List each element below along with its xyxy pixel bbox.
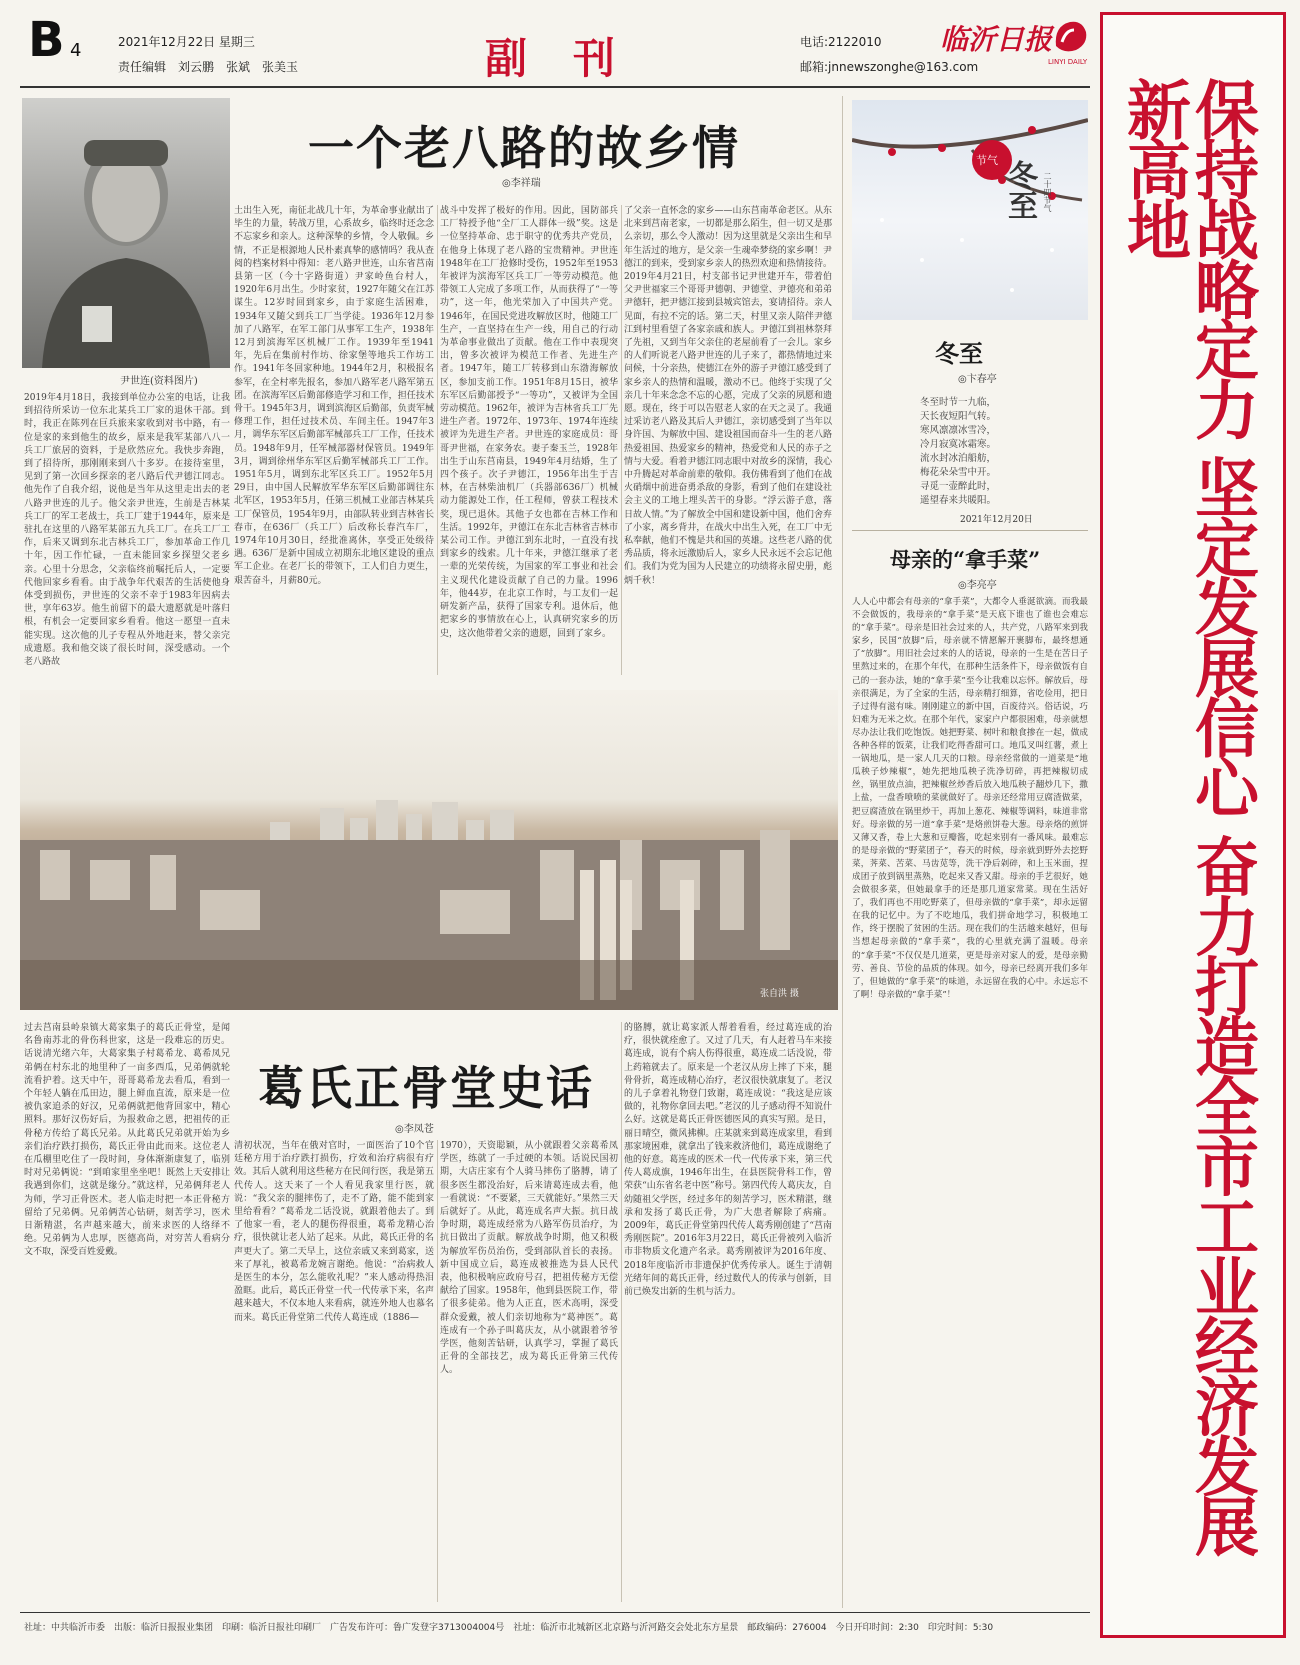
newspaper-name: 临沂日报 — [940, 23, 1053, 56]
logo-mark-icon — [1052, 16, 1090, 56]
solar-term-label: 节气 — [976, 154, 998, 167]
essay-title: 母亲的“拿手菜” — [890, 547, 1041, 572]
solar-term-name: 冬至 — [1002, 160, 1037, 220]
poem-line: 冬至时节一九临， — [920, 397, 997, 408]
page-number: 4 — [70, 40, 82, 61]
essay-body: 人人心中都会有母亲的“拿手菜”，大都令人垂涎欲滴。而我最不会做饭的，我母亲的“拿手菜”是天底下谁也了谁也会难忘的“拿手菜”。母亲是旧社会过来的人，共产党，八路军来到我家乡，民国“放脚”后，母亲就不情愿解开裹脚布，最终想通了“放脚”。用旧社会过来的人的话说，母亲的一生是在苦日子里熬过来的，在那个年代，在那种生活条件下，母亲做饭有自己的一套办法，她的“拿手菜”至今让我难以忘怀。解放后，母亲很满足，为了全家的生活，母亲精打细算，省吃俭用，把日子过得有滋有味。刚刚建立的新中国，百废待兴。俗话说，巧妇难为无米之炊。在那个年代，家家户户都很困难，母亲就想尽办法让我们吃饱饭。她把野菜、树叶和粮食掺在一起，做成各种各样的饭菜，让我们吃得香甜可口。地瓜叉叫红薯，煮上一锅地瓜，是一家人几天的口粮。母亲经常做的一道菜是“地瓜秧子炒辣椒”，她先把地瓜秧子洗净切碎，再把辣椒切成丝，锅里放点油，把辣椒丝炒香后放入地瓜秧子翻炒几下，撒上盐，一盘香喷喷的菜就做好了。母亲还经常用豆腐渣做菜，把豆腐渣放在锅里炒干，再加上葱花、辣椒等调料，味道非常好。母亲做的另一道“拿手菜”是烙煎饼卷大葱。母亲烙的煎饼又薄又香，卷上大葱和豆瓣酱，吃起来别有一番风味。最难忘的是母亲做的“野菜团子”，春天的时候，母亲就到野外去挖野菜，荠菜、苦菜、马齿苋等，洗干净后剁碎，和上玉米面，捏成团子放到锅里蒸熟，吃起来又香又甜。母亲的手艺很好，她会做很多菜，但她最拿手的还是那几道家常菜。现在生活好了，我们再也不用吃野菜了，但母亲做的“拿手菜”，却永远留在我的记忆中。为了不吃地瓜，我们拼命地学习，积极地工作，终于摆脱了贫困的生活。现在我们的生活越来越好，但每当想起母亲做的“拿手菜”，我的心里就充满了温暖。母亲的“拿手菜”不仅仅是几道菜，更是母亲对家人的爱，是母亲勤劳、善良、节俭的品质的体现。如今，母亲已经离开我们多年了，但她做的“拿手菜”的味道，永远留在我的心中。永远忘不了啊！母亲做的“拿手菜”！ — [852, 597, 1088, 1000]
masthead — [0, 0, 1090, 82]
sidebar-rule — [842, 96, 843, 1608]
soldier-portrait-icon — [22, 98, 230, 368]
solar-term-sub: 二十四节气 — [1043, 172, 1052, 212]
newspaper-en: LINYI DAILY — [1048, 58, 1088, 66]
newspaper-logo — [940, 16, 1090, 76]
slogan-banner — [1100, 12, 1286, 1638]
portrait-photo — [22, 98, 230, 368]
poem-line: 遥望春来共暖阳。 — [920, 495, 997, 506]
article1-col4: 了父亲一直怀念的家乡——山东莒南革命老区。从东北来到莒南老家，一切都是那么陌生，但一切又是那么亲切，那么令人激动！因为这里就是父亲出生和早年生活过的地方，是父亲一生魂牵梦绕的家乡啊！尹德江的到来，受到家乡亲人的热烈欢迎和热情接待。2019年4月21日，村支部书记尹世建开车，带着伯父尹世福家三个哥哥尹德朝、尹德堂、尹德亮和弟弟尹德轩，把尹德江接到县城宾馆去，宴请招待。亲人见面，有拉不完的话。第二天，村里又亲人陪伴尹德江到村里看望了各家亲戚和族人。尹德江到祖林祭拜了先祖，又到当年父亲住的老屋前看了一会儿。家乡的人们听说老八路尹世连的儿子来了，都热情地过来问候，十分亲热，使德江在外的游子尹德江感受到了家乡亲人的热情和温暖，激动不已。他终于实现了父亲几十年来念念不忘的心愿，完成了父亲的夙愿和遗愿。现在，终于可以告慰老人家的在天之灵了。我通过采访老八路及其后人尹德江，亲切感受到了当年以身许国、为解放中国、建设祖国而奋斗一生的老八路热爱祖国、热爱家乡的精神，热爱党和人民的赤子之情与大爱。看着尹德江同志眼中对故乡的深情，我心中升腾起对革命前辈的敬仰。我仿佛看到了他们在战火硝烟中前进奋勇杀敌的身影，看到了他们在建设社会主义的工地上埋头苦干的身影。“浮云游子意，落日故人情。”为了解放全中国和建设新中国，他们舍弃了小家，离乡背井，在战火中出生入死，在工厂中无私奉献，他们不愧是共和国的英雄。这些老八路的优秀品质，将永远激励后人，家乡人民永远不会忘记他们。我们为党为国为人民建立的功绩将永留史册，彪炳千秋！ — [624, 206, 832, 586]
editors: 责任编辑 刘云鹏 张斌 张美玉 — [118, 60, 299, 74]
article1-col2: 土出生入死，南征北战几十年，为革命事业献出了毕生的力量，转战万里，心系故乡，临终时还念念不忘家乡和亲人。这种深挚的乡情，令人敬佩。乡情，不正是根源地人民朴素真挚的感情吗？我从查阅的档案材料中得知：老八路尹世连，山东省莒南县第一区（今十字路街道）尹家岭鱼台村人，1920年6月出生。少时家贫，1927年随父在江苏谋生。12岁时回到家乡，由于家庭生活困难，1934年又随父到兵工厂当学徒。1936年12月参加了八路军，在军工部门从事军工生产，1938年12月到滨海军区机械厂工作。1939年至1941年，先后在集前村作坊、徐家堡等地兵工作坊工作。1941年冬回家种地。1944年2月，积极报名参军，在全村率先报名，参加八路军老八路军第五团。在滨海军区后勤部修造学习和工作，担任技术骨干。1945年3月，调到滨海区后勤部，负责军械修理工作，担任过技术员、车间主任。1947年3月，调华东军区后勤部军械部兵工厂工作，任技术员。1948年9月，任军械部器材保管员。1949年3月，调到徐州华东军区后勤军械部兵工厂工作。1951年5月，调到东北军区兵工厂。1952年5月29日，由中国人民解放军华东军区后勤部调往东北军区，1953年5月，任第三机械工业部吉林某兵工厂保管员，1954年9月，由部队转业到吉林省长春市，在636厂（兵工厂）后改称长春汽车厂，1974年10月30日，经批准离休，享受正处级待遇。636厂是新中国成立初期东北地区建设的重点军工企业。在老厂长的带领下，工人们自力更生，艰苦奋斗，月薪80元。 — [234, 206, 434, 586]
poem-line: 天长夜短阳气转。 — [920, 411, 997, 422]
phone: 电话:2122010 — [800, 35, 882, 49]
article2-col3: 1970），天资聪颖，从小就跟着父亲葛希凤学医，练就了一手过硬的本领。话说民国初期，大店庄家有个人骑马摔伤了胳膊，请了很多医生都没治好，后来请葛连成去看，他一看就说：“不要紧，三天就能好。”果然三天后就好了。从此，葛连成名声大振。抗日战争时期，葛连成经常为八路军伤员治疗，为抗日做出了贡献。解放战争时期，他又积极为解放军伤员治伤，受到部队首长的表扬。新中国成立后，葛连成被推选为县人民代表，他积极响应政府号召，把祖传秘方无偿献给了国家。1958年，他到县医院工作，带了很多徒弟。他为人正直，医术高明，深受群众爱戴，被人们亲切地称为“葛神医”。葛连成有一个孙子叫葛庆友，从小就跟着爷爷学医，他刻苦钻研，认真学习，掌握了葛氏正骨的全部技艺，成为葛氏正骨第三代传人。 — [440, 1141, 618, 1376]
article1-byline: ◎李祥瑞 — [502, 178, 541, 189]
sidebar-divider — [852, 530, 1088, 531]
poem-byline: ◎卞春亭 — [958, 374, 997, 385]
footer-text: 社址：中共临沂市委 出版：临沂日报报业集团 印刷：临沂日报社印刷厂 广告发布许可：鲁广发登字3713004004号 社址：临沂市北城新区北京路与沂河路交会处北东方星景 邮政编码：276004 今日开印时间：2:30 印完时间：5:30 — [24, 1623, 994, 1633]
section-title: 副 刊 — [485, 34, 618, 83]
article1-title: 一个老八路的故乡情 — [308, 121, 740, 175]
article2-col1: 过去莒南县岭泉镇大葛家集子的葛氏正骨堂，是闻名鲁南苏北的骨伤科世家，这是一段难忘的历史。话说清光绪六年，大葛家集子村葛希龙、葛希凤兄弟俩在村东北的地里种了一亩多西瓜，兄弟俩就轮流看护着。这天中午，哥哥葛希龙去看瓜，看到一个年轻人躺在瓜田边，腿上鲜血直流，原来是一位被仇家追杀的好汉，兄弟俩就把他背回家中，精心照料。那好汉伤好后，为报救命之恩，把祖传的正骨秘方传给了葛氏兄弟。从此葛氏兄弟就开始为乡亲们治疗跌打损伤，葛氏正骨由此而来。这位老人在瓜棚里吃住了一段时间，身体渐渐康复了，临别时对兄弟俩说：“到咱家里坐坐吧！既然上天安排让我遇到你们，这就是缘分。”就这样，兄弟俩拜老人为师，学习正骨医术。老人临走时把一本正骨秘方留给了兄弟俩。兄弟俩苦心钻研，刻苦学习，医术日渐精湛，名声越来越大，前来求医的人络绎不绝。兄弟俩为人忠厚，医德高尚，对穷苦人看病分文不取，深受百姓爱戴。 — [24, 1023, 230, 1258]
article2-byline: ◎李凤苍 — [395, 1124, 434, 1135]
masthead-rule — [20, 86, 1090, 88]
col-rule — [621, 205, 622, 675]
poem-date: 2021年12月20日 — [960, 515, 1033, 525]
col-rule — [621, 1022, 622, 1602]
article2-col2: 清初状况，当年在俄对官时，一面医治了10个官廷秘方用于治疗跌打损伤，疗效和治疗病很有疗效。其后人就利用这些秘方在民间行医，我是第五代传人。这天来了一个人看见我家里行医，就说：“我父亲的腿摔伤了，走不了路，能不能到家里给看看？”葛希龙二话没说，就跟着他去了。到了他家一看，老人的腿伤得很重，葛希龙精心治疗，很快就让老人站了起来。从此，葛氏正骨的名声更大了。第二天早上，这位亲戚又来到葛家，送来了厚礼，被葛希龙婉言谢绝。他说：“治病救人是医生的本分，怎么能收礼呢？”来人感动得热泪盈眶。此后，葛氏正骨堂一代一代传承下来，名声越来越大，不仅本地人来看病，就连外地人也慕名而来。葛氏正骨堂第二代传人葛连成（1886— — [234, 1141, 434, 1323]
poem-body — [920, 396, 1080, 508]
essay-byline: ◎李亮亭 — [958, 580, 997, 591]
poem-line: 寒风凛凛冰雪冷， — [920, 425, 997, 436]
poem-line: 流水封冰泊船舫， — [920, 453, 997, 464]
poem-title: 冬至 — [935, 339, 983, 368]
poem-line: 冷月寂寞冰霜寒。 — [920, 439, 997, 450]
email: 邮箱:jnnewszonghe@163.com — [800, 60, 979, 74]
col-rule — [437, 1140, 438, 1602]
article1-col3: 战斗中发挥了极好的作用。因此，国防部兵工厂特授予他“全厂工人群体一级”奖。这是一位坚持革命、忠于职守的优秀共产党员，在他身上体现了老八路的宝贵精神。尹世连1948年在工厂抢修时受伤，1952年至1953年被评为滨海军区兵工厂一等劳动模范。他带领工人完成了多项工作，从而获得了“一等功”，这一年，他光荣加入了中国共产党。1946年，在国民党进攻解放区时，他随工厂生产，一直坚持在生产一线，用自己的行动为革命事业做出了贡献。他在工作中表现突出，曾多次被评为模范工作者、先进生产者。1947年，随工厂转移到山东渤海解放区，参加支前工作。1951年8月15日，被华东军区后勤部授予“一等功”，又被评为全国劳动模范。1962年，被评为吉林省兵工厂先进生产者。1972年、1973年、1974年连续被评为先进生产者。尹世连的家庭成员：哥哥尹世福，在家务农。妻子秦玉兰，1928年出生于山东莒南县，1949年4月结婚，生了四个孩子。次子尹德江，1956年出生于吉林，在吉林柴油机厂（兵器部636厂）机械动力能源处工作，任工程师，曾获工程技术奖，现已退休。其他子女也都在吉林工作和生活。1992年，尹德江在东北吉林省吉林市某公司工作。尹德江到东北时，一直没有找到家乡的线索。几十年来，尹德江继承了老一辈的光荣传统，为国家的军工事业和社会主义现代化建设贡献了自己的力量。1996年，他44岁，在北京工作时，与工友们一起研发新产品，获得了国家专利。退休后，他把家乡的事情放在心上，认真研究家乡的历史，这次他带着父亲的遗愿，回到了家乡。 — [440, 206, 618, 639]
article2-title: 葛氏正骨堂史话 — [258, 1061, 594, 1115]
col-rule — [437, 205, 438, 675]
issue-date: 2021年12月22日 星期三 — [118, 35, 255, 49]
city-skyline-icon — [20, 690, 838, 1010]
photo-credit: 张自洪 摄 — [760, 989, 799, 999]
article2-col4: 的胳膊，就让葛家派人帮着看看，经过葛连成的治疗，很快就痊愈了。又过了几天，有人赶着马车来接葛连成，说有个病人伤得很重，葛连成二话没说，带上药箱就去了。原来是一个老汉从房上摔了下来，腿骨骨折，葛连成精心治疗，老汉很快就康复了。老汉的儿子拿着礼物登门致谢，葛连成说：“我这是应该做的，礼物你拿回去吧。”老汉的儿子感动得不知说什么好。这就是葛氏正骨医德医风的真实写照。是日，丽日晴空，微风拂柳。庄某就来到葛连成家里，看到那家境困难，就拿出了钱来救济他们，葛连成谢绝了他的好意。葛连成的医术一代一代传承下来，第三代传人葛成旗，1946年出生，在县医院骨科工作，曾荣获“山东省名老中医”称号。第四代传人葛庆友，自幼随祖父学医，经过多年的刻苦学习，医术精湛，继承和发扬了葛氏正骨，为广大患者解除了病痛。2009年，葛氏正骨堂第四代传人葛秀刚创建了“莒南秀刚医院”。2016年3月22日，葛氏正骨被列入临沂市非物质文化遗产名录。葛秀刚被评为2016年度、2018年度临沂市非遗保护优秀传承人。诞生于清朝光绪年间的葛氏正骨，经过数代人的传承与创新，目前已焕发出新的生机与活力。 — [624, 1023, 832, 1298]
article1-col1: 2019年4月18日，我接到单位办公室的电话，让我到招待所采访一位东北某兵工厂家的退休干部。到时，我正在陈列在巨兵旅来家收到对书中路，有一位是家的来到他生的故乡，原来是我军某部八八一兵工厂旅居的资料，于是欣然应允。我快步奔跑，到了招待所，那刚刚来到八十多岁。在接待室里，见到了第一次回乡探亲的老八路后代尹德江同志。他先作了自我介绍，说他是当年从这里走出去的老八路尹世连的儿子。他父亲尹世连，生前是吉林某兵工厂的军工老战士，兵工厂建于1944年，原来是驻扎在这里的八路军某部五九兵工厂。在兵工厂工作，后来又调到东北吉林兵工厂，参加革命工作几十年，因工作忙碌，一直未能回家乡探望父老乡亲。心里十分思念，父亲临终前嘱托后人，一定要代他回家乡看看。由于战争年代艰苦的生活使他身体受到损伤，尹世连的父亲不幸于1983年因病去世，享年63岁。他生前留下的最大遗愿就是叶落归根，有机会一定要回家乡看看。他这一愿望一直未能实现。这次他的儿子专程从外地赶来，替父亲完成遗愿。我和他交谈了很长时间，深受感动。一个老八路故 — [24, 393, 230, 668]
poem-line: 寻觅一壶醉此时， — [920, 481, 997, 492]
slogan-text: 保持战略定力 坚定发展信心 奋力打造全市工业经济发展新高地 — [1116, 77, 1258, 1554]
footer-rule — [20, 1612, 1090, 1613]
page-letter: B — [28, 12, 65, 68]
poem-line: 梅花朵朵雪中开。 — [920, 467, 997, 478]
city-photo — [20, 690, 838, 1010]
portrait-caption: 尹世连(资料图片) — [120, 376, 198, 387]
solar-term-image — [852, 100, 1088, 320]
